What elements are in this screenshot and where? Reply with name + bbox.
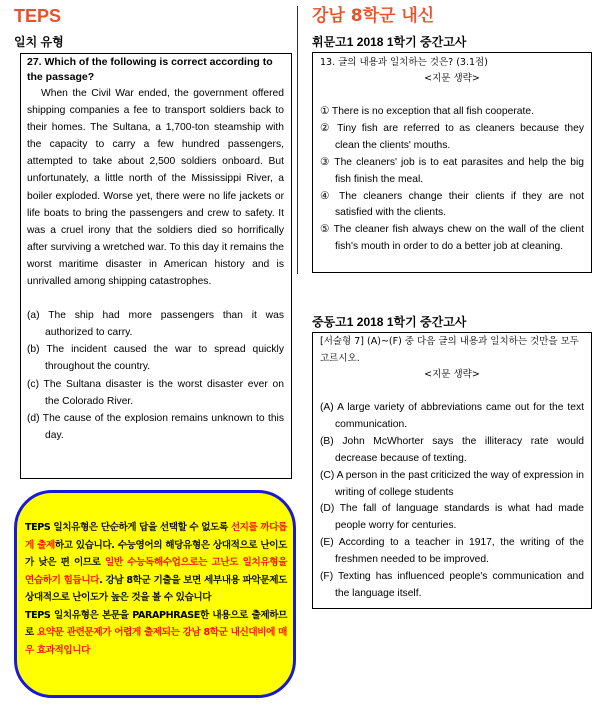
note-paragraph-2: [25, 607, 287, 660]
note-seg-1: TEPS 일치유형은 단순하게 답을 선택할 수 없도록: [25, 522, 231, 533]
exam2-option-b: (B) John McWhorter says the illiteracy rate would decrease because of texting.: [320, 435, 584, 464]
column-divider: [297, 6, 298, 274]
exam2-question: [서술형 7] (A)~(F) 중 다음 글의 내용과 일치하는 것만을 모두 고르시오.: [320, 336, 579, 364]
passage-text: When the Civil War ended, the government offered shipping companies a fee to transport soldiers back to their homes. The Sultana, a 1,700-ton steamship with the capacity to carry a few hundred passengers, attempted to take about 2,500 soldiers onboard. But unfortunately, a little north of the Mississippi River, a boiler exploded. Worse yet, there were no life jackets or life boats to bring the passengers and crew to safety. It was a cruel irony that the soldiers died so horrifically after surviving a wretched war. To this day it remains the worst maritime disaster in American history and is unrivalled among shipping catastrophes.: [27, 88, 284, 288]
option-d: (d) The cause of the explosion remains unknown to this day.: [27, 412, 284, 441]
exam1-subheader: 휘문고1 2018 1학기 중간고사: [312, 35, 467, 49]
exam1-option-3: ③ The cleaners' job is to eat parasites and help the big fish finish the meal.: [320, 156, 584, 185]
option-a: (a) The ship had more passengers than it was authorized to carry.: [27, 310, 284, 339]
exam2-option-f: (F) Texting has influenced people's communication and the language itself.: [320, 571, 584, 599]
exam1-option-4: ④ The cleaners change their clients if they are not satisfied with the clients.: [320, 190, 584, 219]
left-subheader: 일치 유형: [14, 35, 64, 49]
exam2-option-a: (A) A large variety of abbreviations came out for the text communication.: [320, 402, 584, 430]
exam1-option-5: ⑤ The cleaner fish always chew on the wall of the client fish's mouth in order to do a better job at cleaning.: [320, 224, 584, 253]
note-seg-6: TEPS 일치유형은 본문을 PARAPHRASE한 내용으로 출제하므로: [25, 609, 287, 638]
exam1-question: 13. 글의 내용과 일치하는 것은? (3.1점): [320, 57, 488, 68]
highlight-note: [14, 490, 296, 698]
exam2-box: [312, 332, 592, 609]
exam1-option-1: ① There is no exception that all fish cooperate.: [320, 106, 534, 117]
teps-header: TEPS: [14, 6, 62, 26]
note-paragraph-1: [25, 519, 287, 607]
exam2-subheader: 중동고1 2018 1학기 중간고사: [312, 315, 467, 329]
note-seg-2: 선지를 까다롭게 출제: [25, 522, 287, 551]
gangnam-header: 강남 8학군 내신: [312, 6, 435, 26]
exam2-option-e: (E) According to a teacher in 1917, the writing of the freshmen needed to be improved.: [320, 537, 584, 566]
exam2-option-d: (D) The fall of language standards is what had made people worry for centuries.: [320, 503, 584, 532]
exam2-option-c: (C) A person in the past criticized the way of expression in writing of college students: [320, 469, 584, 498]
teps-question-box: [20, 53, 292, 479]
exam1-option-2: ② Tiny fish are referred to as cleaners because they clean the clients' mouths.: [320, 122, 584, 151]
exam2-omitted-note: <지문 생략>: [424, 369, 480, 380]
exam1-omitted-note: <지문 생략>: [424, 73, 480, 84]
note-seg-5: . 강남 8학군 기출을 보면 세부내용 파악문제도 상대적으로 난이도가 높은 것을 볼 수 있습니다: [25, 574, 287, 603]
note-seg-4: 일반 수능독해수업으로는 고난도 일치유형을 연습하기 힘듭니다: [25, 557, 287, 586]
option-c: (c) The Sultana disaster is the worst disaster ever on the Colorado River.: [27, 378, 284, 407]
note-seg-7: 요약문 관련문제가 어렵게 출제되는 강남 8학군 내신대비에 매우 효과적입니다: [25, 627, 287, 656]
note-seg-3: 하고 있습니다. 수능영어의 해당유형은 상대적으로 난이도가 낮은 편 이므로: [25, 539, 287, 568]
question-title: 27. Which of the following is correct according to the passage?: [27, 56, 273, 83]
exam1-box: [312, 52, 592, 273]
option-b: (b) The incident caused the war to spread quickly throughout the country.: [27, 344, 284, 373]
